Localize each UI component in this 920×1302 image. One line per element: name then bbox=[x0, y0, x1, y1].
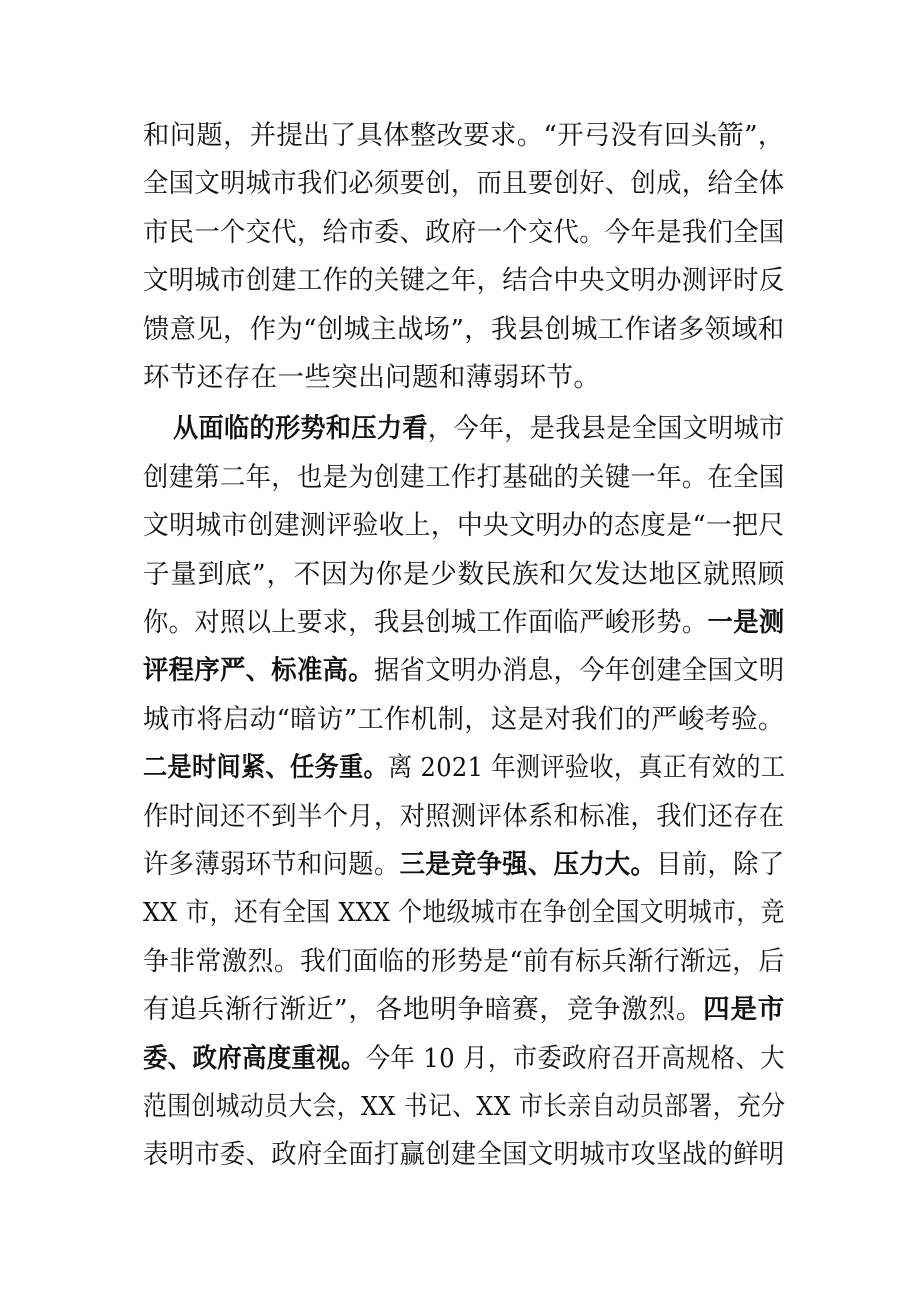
text-run: 你。对照以上要求，我县创城工作面临严峻形势。 bbox=[143, 607, 708, 638]
text-line bbox=[143, 841, 784, 889]
text-line bbox=[143, 793, 784, 841]
bold-text-run: 评程序严、标准高。 bbox=[143, 655, 374, 686]
bold-text-run: 三是竞争强、压力大。 bbox=[399, 849, 657, 880]
text-line bbox=[143, 454, 784, 502]
bold-text-run: 从面临的形势和压力看 bbox=[173, 413, 428, 444]
text-run: 离 2021 年测评验收，真正有效的工 bbox=[387, 752, 786, 783]
text-run: 许多薄弱环节和问题。 bbox=[143, 849, 400, 880]
text-line bbox=[143, 551, 785, 599]
text-line bbox=[143, 744, 785, 792]
text-run: XX 市，还有全国 XXX 个地级城市在争创全国文明城市，竞 bbox=[143, 897, 785, 928]
text-line bbox=[143, 696, 785, 744]
text-run: 争非常激烈。我们面临的形势是“前有标兵渐行渐远，后 bbox=[143, 946, 785, 977]
text-run: 有追兵渐行渐近”，各地明争暗赛，竞争激烈。 bbox=[143, 994, 704, 1025]
bold-text-run: 四是市 bbox=[703, 994, 786, 1025]
text-run: 表明市委、政府全面打赢创建全国文明城市攻坚战的鲜明 bbox=[143, 1139, 785, 1170]
text-run: 创建第二年，也是为创建工作打基础的关键一年。在全国 bbox=[143, 462, 785, 493]
text-run: 城市将启动“暗访”工作机制，这是对我们的严峻考验。 bbox=[143, 704, 785, 735]
text-run: ，今年，是我县是全国文明城市 bbox=[427, 413, 785, 444]
text-run: 市民一个交代，给市委、政府一个交代。今年是我们全国 bbox=[143, 217, 785, 248]
text-run: 子量到底”，不因为你是少数民族和欠发达地区就照顾 bbox=[143, 559, 786, 590]
text-run: 范围创城动员大会，XX 书记、XX 市长亲自动员部署，充分 bbox=[143, 1091, 786, 1122]
text-line bbox=[143, 112, 785, 160]
text-run: 环节还存在一些突出问题和薄弱环节。 bbox=[143, 362, 601, 393]
bold-text-run: 委、政府高度重视。 bbox=[143, 1043, 366, 1074]
text-line bbox=[143, 257, 784, 305]
bold-text-run: 一是测 bbox=[707, 607, 785, 638]
text-line bbox=[143, 1083, 785, 1131]
text-line bbox=[143, 1035, 785, 1083]
text-run: 目前，除了 bbox=[656, 849, 785, 880]
text-line bbox=[143, 986, 785, 1034]
text-line bbox=[173, 405, 785, 453]
text-line bbox=[143, 938, 785, 986]
text-line bbox=[143, 502, 785, 550]
text-run: 馈意见，作为“创城主战场”，我县创城工作诸多领域和 bbox=[143, 314, 785, 345]
text-line bbox=[143, 599, 785, 647]
text-run: 今年 10 月，市委政府召开高规格、大 bbox=[365, 1043, 785, 1074]
text-line bbox=[143, 160, 784, 208]
text-line bbox=[143, 209, 784, 257]
text-line bbox=[143, 306, 785, 354]
text-line bbox=[143, 647, 785, 695]
text-line bbox=[143, 354, 600, 402]
bold-text-run: 二是时间紧、任务重。 bbox=[143, 752, 388, 783]
text-run: 作时间还不到半个月，对照测评体系和标准，我们还存在 bbox=[143, 801, 785, 832]
text-run: 和问题，并提出了具体整改要求。“开弓没有回头箭”， bbox=[143, 120, 785, 151]
text-line bbox=[143, 1131, 784, 1179]
text-run: 文明城市创建工作的关键之年，结合中央文明办测评时反 bbox=[143, 265, 785, 296]
text-line bbox=[143, 889, 785, 937]
text-run: 文明城市创建测评验收上，中央文明办的态度是“一把尺 bbox=[143, 510, 785, 541]
text-run: 据省文明办消息，今年创建全国文明 bbox=[373, 655, 785, 686]
text-run: 全国文明城市我们必须要创，而且要创好、创成，给全体 bbox=[143, 168, 785, 199]
